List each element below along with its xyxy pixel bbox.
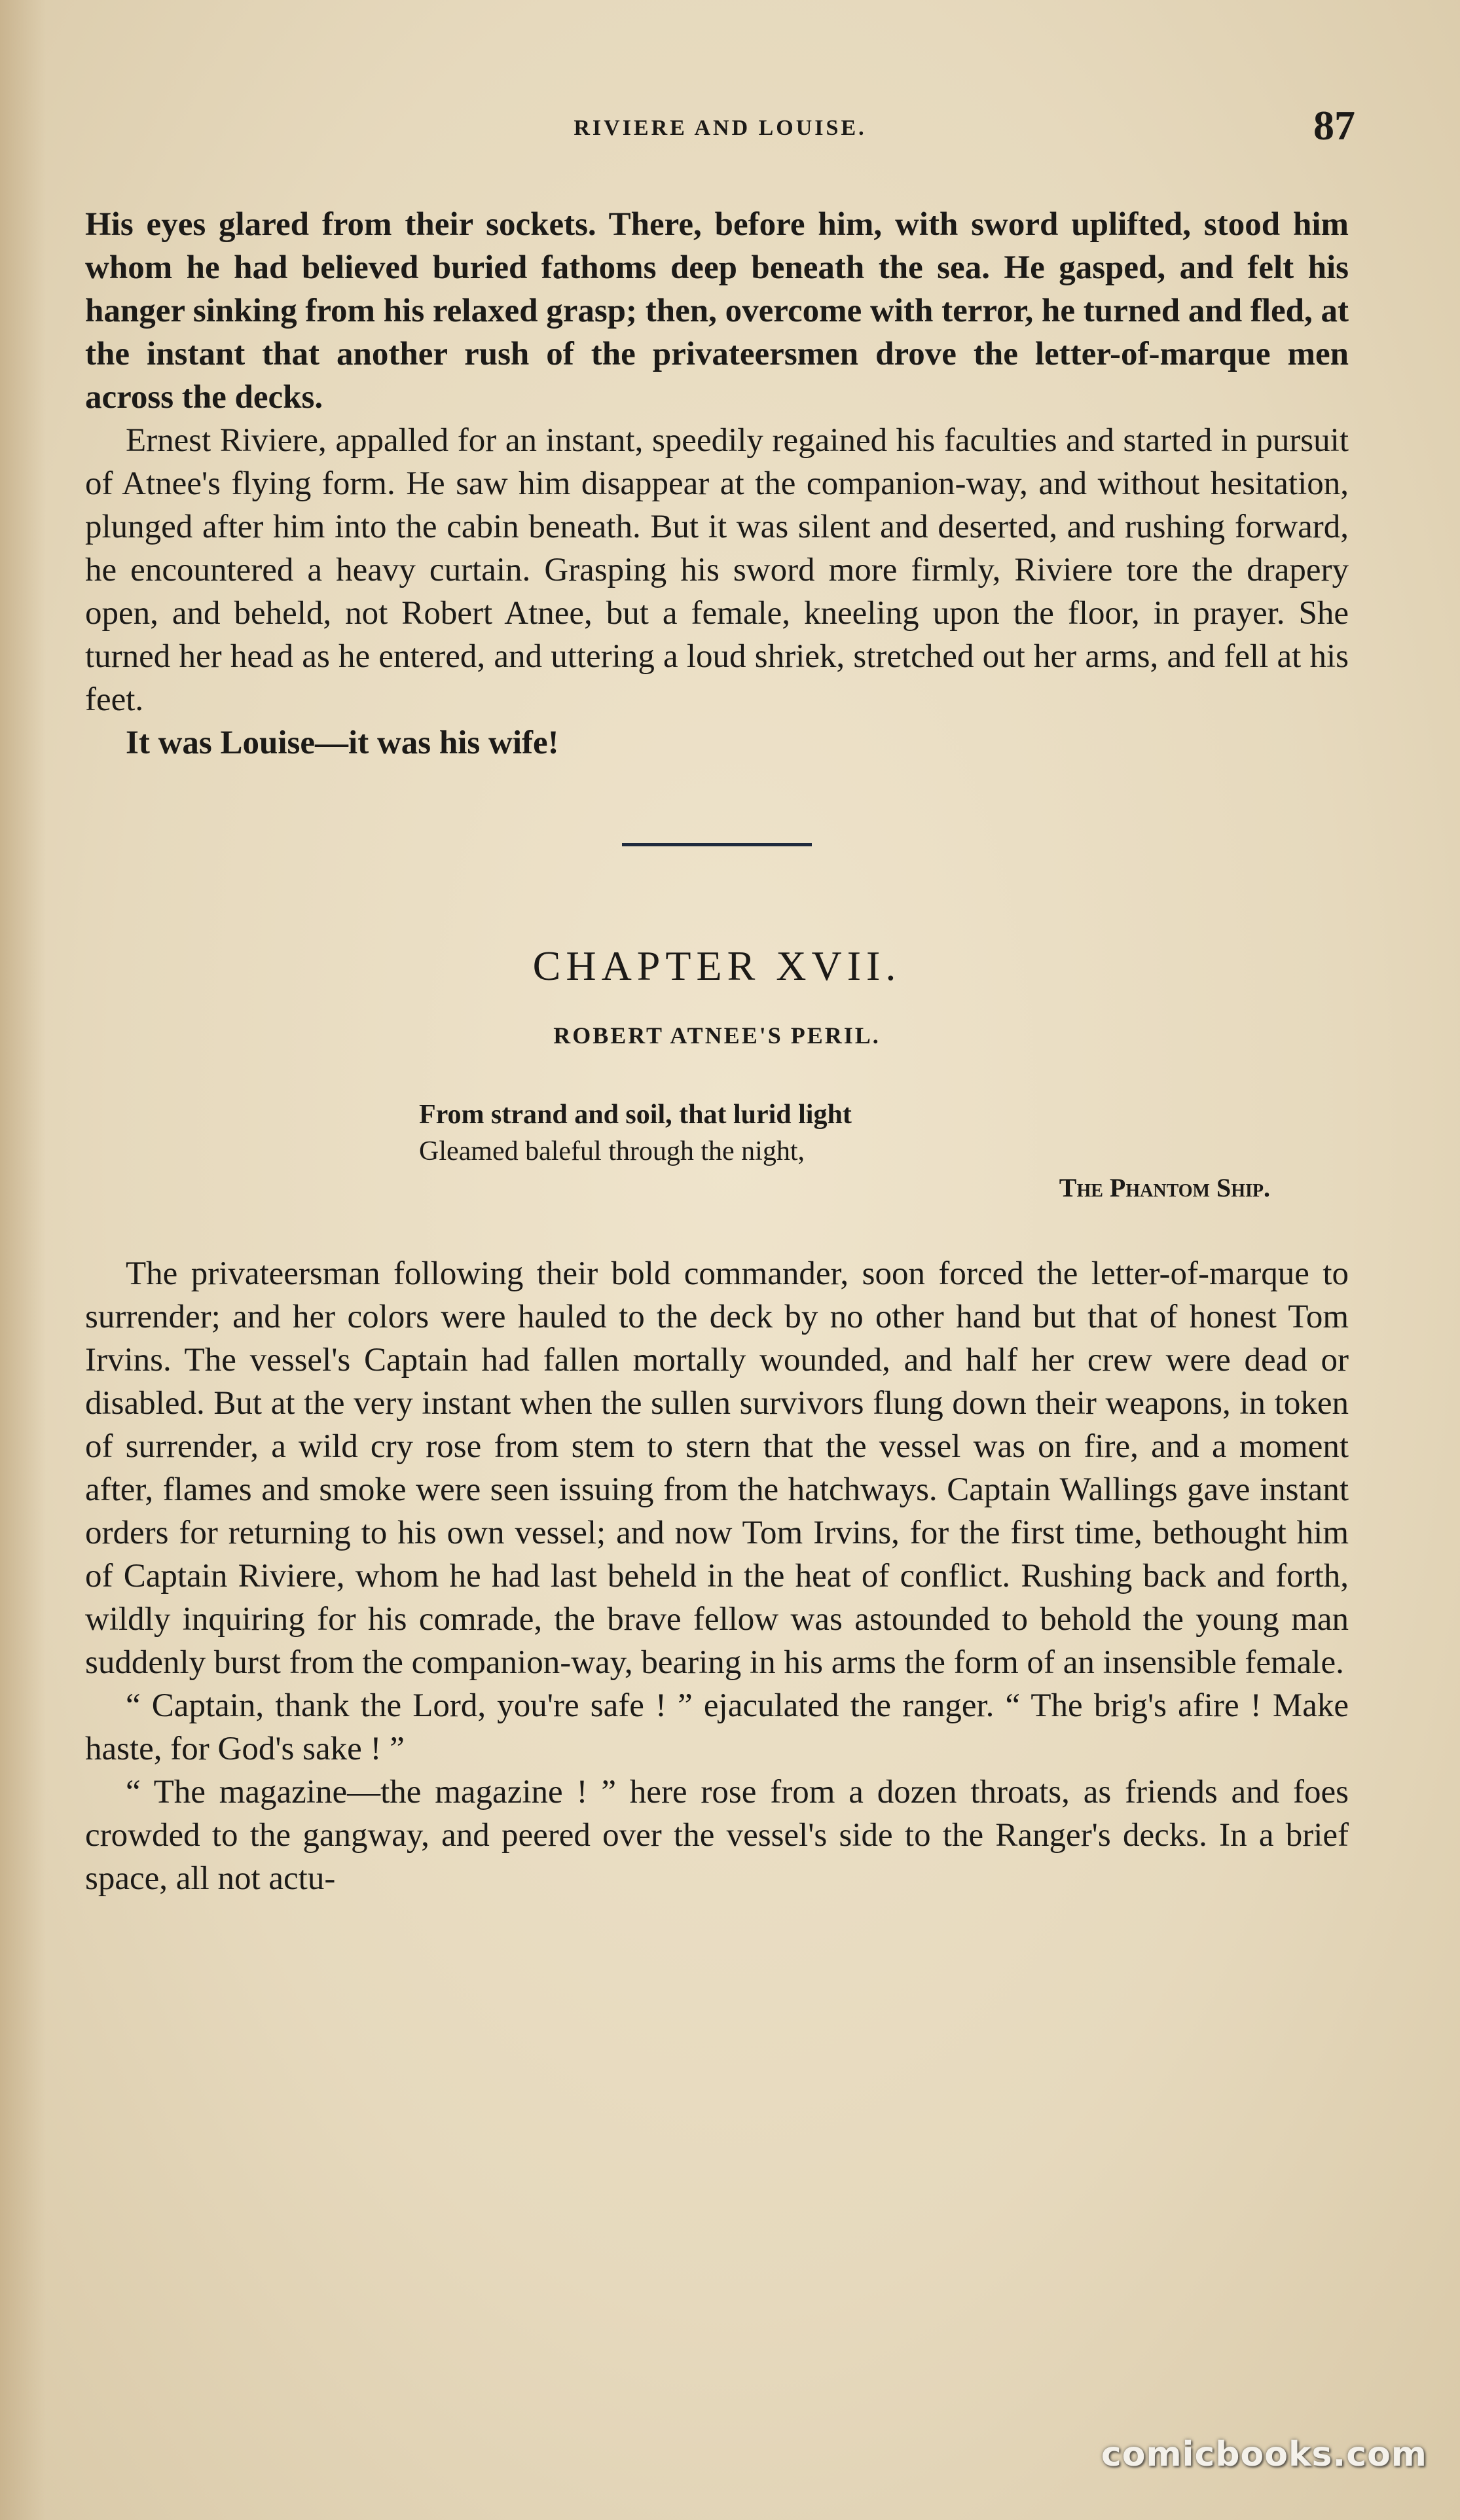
paragraph: “ Captain, thank the Lord, you're safe ! ” ejaculated the ranger. “ The brig's afire ! Make haste, for God's sake ! ”	[85, 1687, 1349, 1767]
watermark: comicbooks.com	[1101, 2435, 1427, 2474]
paragraph: His eyes glared from their sockets. There, before him, with sword uplifted, stood him whom he had believed buried fathoms deep beneath the sea. He gasped, and felt his hanger sinking from his relaxed grasp; then, overcome with terror, he turned and fled, at the instant that another rush of the privateersmen drove the letter-of-marque men across the decks.	[85, 206, 1349, 416]
chapter-subtitle: ROBERT ATNEE'S PERIL.	[553, 1022, 881, 1049]
chapter-text	[85, 1252, 1349, 1900]
page-header	[85, 101, 1355, 160]
page-edge-shadow	[0, 0, 46, 2520]
paragraph: It was Louise—it was his wife!	[126, 725, 559, 761]
epigraph-line: From strand and soil, that lurid light	[419, 1100, 852, 1130]
page-body	[85, 203, 1349, 1900]
epigraph-line: Gleamed baleful through the night,	[419, 1136, 805, 1166]
epigraph	[419, 1096, 1349, 1206]
section-divider	[622, 843, 812, 846]
paragraph: “ The magazine—the magazine ! ” here rose from a dozen throats, as friends and foes crowded to the gangway, and peered over the vessel's side to the Ranger's decks. In a brief space, all not actu-	[85, 1774, 1349, 1897]
chapter-title: CHAPTER XVII.	[532, 943, 902, 989]
paragraph: Ernest Riviere, appalled for an instant, speedily regained his faculties and started in pursuit of Atnee's flying form. He saw him disappear at the companion-way, and without hesitation, plunged after him into the cabin beneath. But it was silent and deserted, and rushing forward, he encountered a heavy curtain. Grasping his sword more firmly, Riviere tore the drapery open, and beheld, not Robert Atnee, but a female, kneeling upon the floor, in prayer. She turned her head as he entered, and uttering a loud shriek, stretched out her arms, and fell at his feet.	[85, 422, 1349, 718]
paragraph: The privateersman following their bold commander, soon forced the letter-of-marque to surrender; and her colors were hauled to the deck by no other hand but that of honest Tom Irvins. The vessel's Captain had fallen mortally wounded, and half her crew were dead or disabled. But at the very instant when the sullen survivors flung down their weapons, in token of surrender, a wild cry rose from stem to stern that the vessel was on fire, and a moment after, flames and smoke were seen issuing from the hatchways. Captain Wallings gave instant orders for returning to his own vessel; and now Tom Irvins, for the first time, bethought him of Captain Riviere, whom he had last beheld in the heat of conflict. Rushing back and forth, wildly inquiring for his comrade, the brave fellow was astounded to behold the young man suddenly burst from the companion-way, bearing in his arms the form of an insensible female.	[85, 1255, 1349, 1681]
page-number: 87	[1313, 102, 1355, 149]
running-head: RIVIERE AND LOUISE.	[574, 116, 867, 140]
epigraph-source: The Phantom Ship.	[1059, 1173, 1270, 1202]
